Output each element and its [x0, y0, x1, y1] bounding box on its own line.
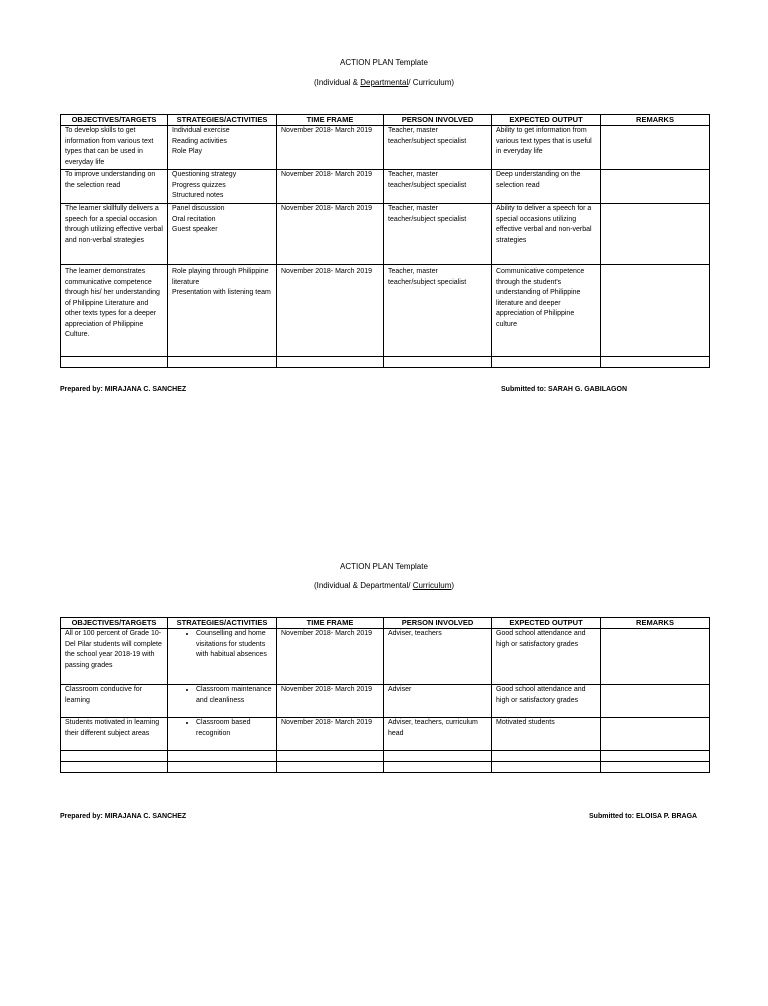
plan1-table — [60, 114, 710, 368]
output-cell: Good school attendance and high or satisfactory grades — [492, 629, 601, 685]
header-strategies: STRATEGIES/ACTIVITIES — [168, 115, 277, 126]
empty-cell — [61, 357, 168, 368]
plan2-subtitle-underlined: Curriculum — [412, 581, 452, 590]
strategies-cell — [168, 265, 277, 357]
plan2-title: ACTION PLAN Template — [340, 562, 428, 571]
strategy-item: • Classroom based recognition — [196, 718, 272, 739]
table-row-empty — [61, 762, 710, 773]
empty-cell — [384, 762, 492, 773]
time-frame-cell: November 2018- March 2019 — [277, 170, 384, 204]
person-cell: Adviser — [384, 685, 492, 718]
empty-cell — [384, 751, 492, 762]
objective-cell: The learner demonstrates communicative competence through his/ her understanding of Philippine Literature and other texts types for a deeper appreciation of Philippine Culture. — [61, 265, 168, 357]
time-frame-cell: November 2018- March 2019 — [277, 629, 384, 685]
strategy-item: Panel discussion — [172, 205, 225, 212]
time-frame-cell: November 2018- March 2019 — [277, 204, 384, 265]
strategy-item: Role playing through Philippine literature — [172, 268, 269, 286]
plan2-submitted-to: Submitted to: ELOISA P. BRAGA — [589, 813, 698, 820]
objective-cell: To develop skills to get information from various text types that can be used in everyday life — [61, 126, 168, 170]
person-cell: Teacher, master teacher/subject specialist — [384, 170, 492, 204]
header-expected-output: EXPECTED OUTPUT — [492, 618, 601, 629]
objective-cell: Students motivated in learning their different subject areas — [61, 718, 168, 751]
plan2-table — [60, 617, 710, 773]
strategy-item: Questioning strategy — [172, 171, 237, 178]
empty-cell — [384, 357, 492, 368]
header-remarks: REMARKS — [601, 618, 710, 629]
strategy-item: • Counselling and home visitations for students with habitual absences — [196, 629, 272, 661]
strategies-cell — [168, 126, 277, 170]
empty-cell — [492, 762, 601, 773]
strategies-cell — [168, 629, 277, 685]
plan1-prepared-by: Prepared by: MIRAJANA C. SANCHEZ — [60, 386, 187, 393]
plan2-subtitle-post: ) — [451, 581, 455, 590]
output-cell: Motivated students — [492, 718, 601, 751]
table-row — [61, 685, 710, 718]
plan2-prepared-by: Prepared by: MIRAJANA C. SANCHEZ — [60, 813, 187, 820]
plan2-subtitle-pre: (Individual & Departmental/ — [313, 581, 413, 590]
objective-cell: To improve understanding on the selection read — [61, 170, 168, 204]
header-expected-output: EXPECTED OUTPUT — [492, 115, 601, 126]
strategy-item: Individual exercise — [172, 127, 230, 134]
remarks-cell — [601, 126, 710, 170]
empty-cell — [277, 751, 384, 762]
strategies-cell — [168, 204, 277, 265]
strategy-item: Reading activities — [172, 137, 227, 145]
strategy-item: Role Play — [172, 148, 202, 155]
strategy-item: Presentation with listening team — [172, 289, 271, 296]
remarks-cell — [601, 718, 710, 751]
header-remarks: REMARKS — [601, 115, 710, 126]
remarks-cell — [601, 204, 710, 265]
table-row — [61, 126, 710, 170]
empty-cell — [601, 762, 710, 773]
objective-cell: The learner skillfully delivers a speech for a special occasion through utilizing effective verbal and non-verbal strategies — [61, 204, 168, 265]
time-frame-cell: November 2018- March 2019 — [277, 265, 384, 357]
time-frame-cell: November 2018- March 2019 — [277, 718, 384, 751]
table-row — [61, 265, 710, 357]
header-time-frame: TIME FRAME — [277, 618, 384, 629]
time-frame-cell: November 2018- March 2019 — [277, 685, 384, 718]
empty-cell — [61, 751, 168, 762]
strategy-item: Structured notes — [172, 192, 224, 199]
objective-cell: All or 100 percent of Grade 10-Del Pilar students will complete the school year 2018-19 with passing grades — [61, 629, 168, 685]
plan2-header-row — [61, 618, 710, 629]
header-objectives: OBJECTIVES/TARGETS — [61, 115, 168, 126]
person-cell: Teacher, master teacher/subject specialist — [384, 265, 492, 357]
header-time-frame: TIME FRAME — [277, 115, 384, 126]
header-strategies: STRATEGIES/ACTIVITIES — [168, 618, 277, 629]
strategy-item: Oral recitation — [172, 215, 216, 223]
plan1-title: ACTION PLAN Template — [340, 58, 428, 67]
time-frame-cell: November 2018- March 2019 — [277, 126, 384, 170]
table-row — [61, 718, 710, 751]
empty-cell — [601, 357, 710, 368]
strategies-cell — [168, 718, 277, 751]
person-cell: Adviser, teachers — [384, 629, 492, 685]
output-cell: Ability to deliver a speech for a special occasions utilizing effective verbal and non-verbal strategies — [492, 204, 601, 265]
empty-cell — [61, 762, 168, 773]
plan1-subtitle-pre: (Individual & — [313, 78, 361, 87]
person-cell: Teacher, master teacher/subject specialist — [384, 126, 492, 170]
plan1-header-row — [61, 115, 710, 126]
empty-cell — [168, 762, 277, 773]
empty-cell — [492, 751, 601, 762]
table-row — [61, 629, 710, 685]
empty-cell — [492, 357, 601, 368]
output-cell: Deep understanding on the selection read — [492, 170, 601, 204]
table-row-empty — [61, 357, 710, 368]
empty-cell — [277, 762, 384, 773]
strategy-list — [172, 629, 272, 661]
strategies-cell — [168, 685, 277, 718]
output-cell: Communicative competence through the student's understanding of Philippine literature and deeper appreciation of Philippine culture — [492, 265, 601, 357]
strategy-item: Progress quizzes — [172, 181, 226, 189]
strategy-list — [172, 685, 272, 706]
remarks-cell — [601, 170, 710, 204]
person-cell: Adviser, teachers, curriculum head — [384, 718, 492, 751]
plan1-subtitle-post: / Curriculum) — [408, 78, 455, 87]
plan1-submitted-to: Submitted to: SARAH G. GABILAGON — [501, 386, 627, 393]
header-objectives: OBJECTIVES/TARGETS — [61, 618, 168, 629]
header-person-involved: PERSON INVOLVED — [384, 618, 492, 629]
person-cell: Teacher, master teacher/subject specialist — [384, 204, 492, 265]
strategy-item: Guest speaker — [172, 226, 218, 233]
output-cell: Ability to get information from various text types that is useful in everyday life — [492, 126, 601, 170]
output-cell: Good school attendance and high or satisfactory grades — [492, 685, 601, 718]
empty-cell — [601, 751, 710, 762]
strategy-list — [172, 718, 272, 739]
table-row-empty — [61, 751, 710, 762]
remarks-cell — [601, 685, 710, 718]
plan1-subtitle-underlined: Departmental — [360, 78, 409, 87]
header-person-involved: PERSON INVOLVED — [384, 115, 492, 126]
empty-cell — [168, 357, 277, 368]
table-row — [61, 204, 710, 265]
strategies-cell — [168, 170, 277, 204]
plan1-subtitle — [0, 78, 768, 87]
remarks-cell — [601, 265, 710, 357]
empty-cell — [277, 357, 384, 368]
objective-cell: Classroom conducive for learning — [61, 685, 168, 718]
remarks-cell — [601, 629, 710, 685]
table-row — [61, 170, 710, 204]
empty-cell — [168, 751, 277, 762]
plan2-subtitle — [0, 581, 768, 590]
strategy-item: • Classroom maintenance and cleanliness — [196, 685, 272, 706]
